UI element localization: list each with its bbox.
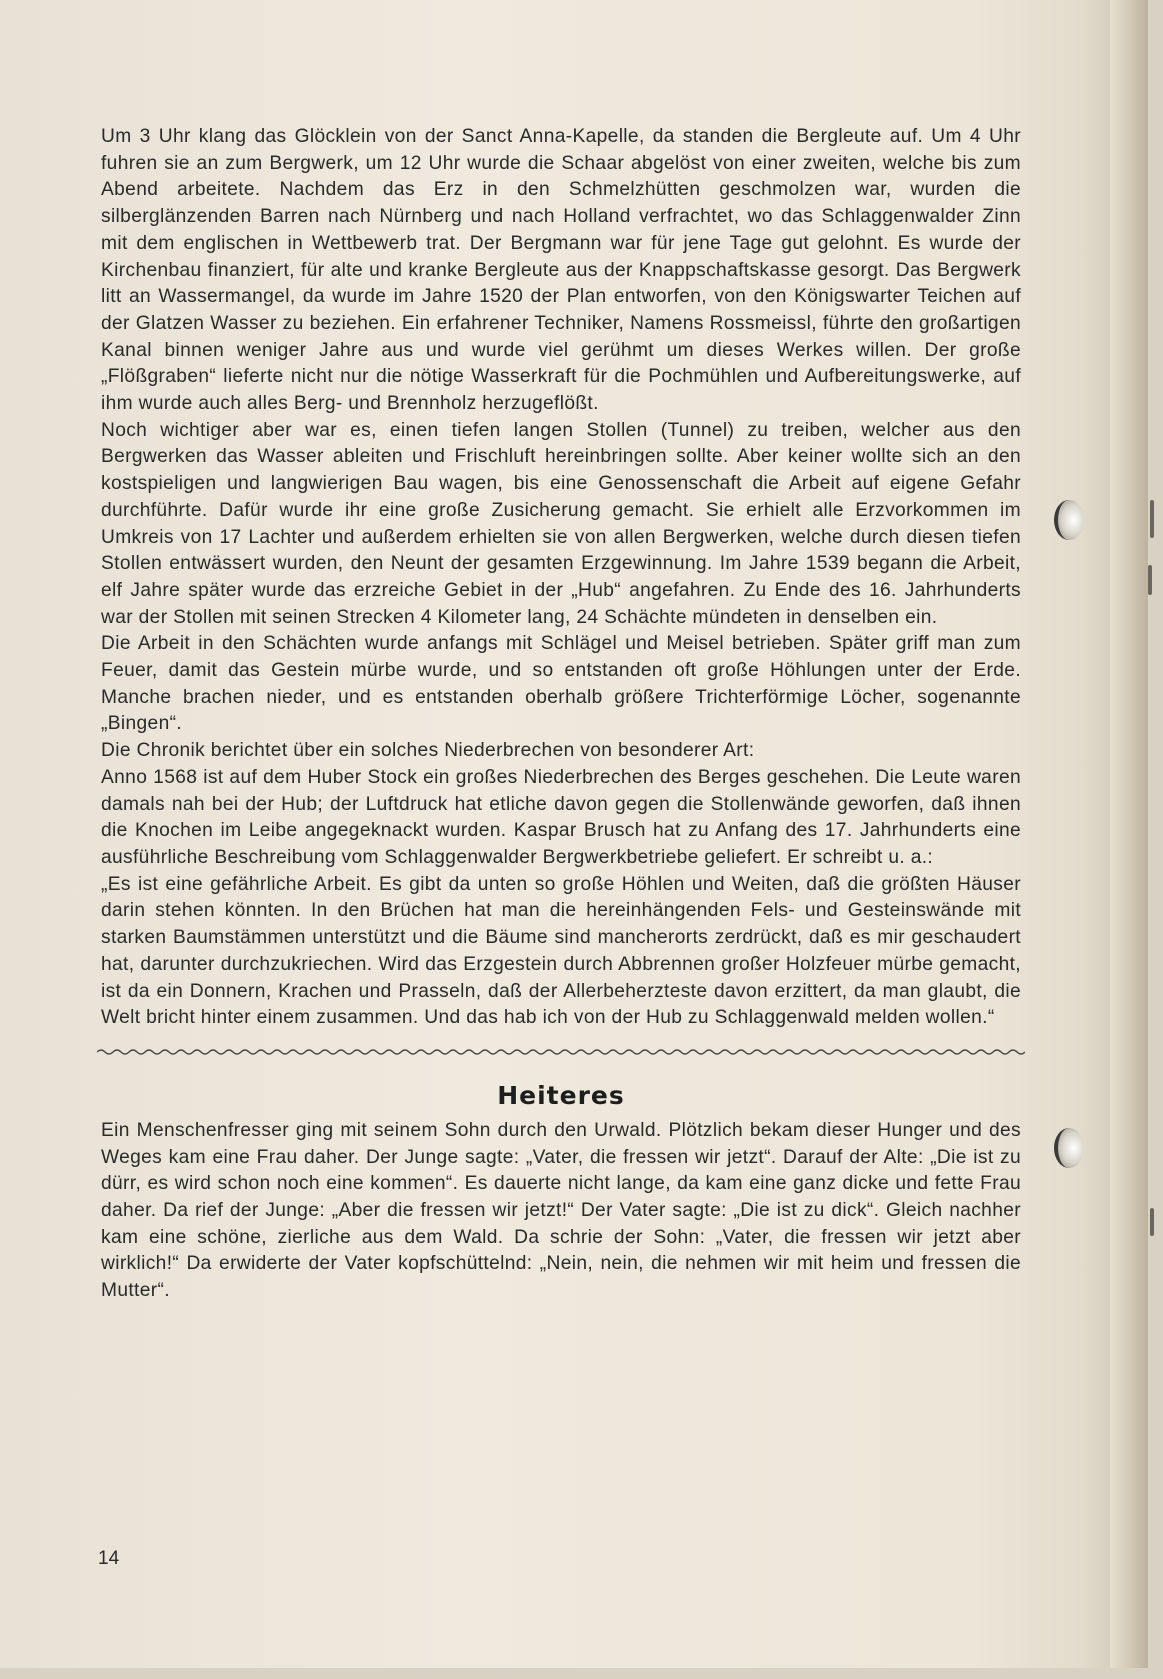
- page-edge-mark: [1150, 500, 1154, 538]
- wavy-divider: [97, 1046, 1025, 1058]
- joke-paragraph: Ein Menschenfresser ging mit seinem Sohn durch den Urwald. Plötzlich bekam dieser Hunger und des Weges kam eine Frau daher. Der Junge sagte: „Vater, die fressen wir jetzt“. Darauf der Alte: „Die ist zu dürr, es wird schon noch eine kommen“. Es dauerte nicht lange, da kam eine ganz dicke und fette Frau daher. Da rief der Junge: „Aber die fressen wir jetzt!“ Der Vater sagte: „Die ist zu dick“. Gleich nachher kam eine schöne, zierliche aus dem Wald. Da schrie der Sohn: „Vater, die fressen wir jetzt aber wirklich!“ Da erwiderte der Vater kopfschüttelnd: „Nein, nein, die nehmen wir mit heim und fressen die Mutter“.: [101, 1119, 1021, 1302]
- article-paragraph: Anno 1568 ist auf dem Huber Stock ein großes Niederbrechen des Berges geschehen. Die Leute waren damals nah bei der Hub; der Luftdruck hat etliche davon gegen die Stollenwände geworfen, daß ihnen die Knochen im Leibe angegeknackt wurden. Kaspar Brusch hat zu Anfang des 17. Jahrhunderts eine ausführliche Beschreibung vom Schlaggenwalder Bergwerkbetriebe geliefert. Er schreibt u. a.:: [101, 766, 1021, 868]
- article-paragraph: Die Arbeit in den Schächten wurde anfangs mit Schlägel und Meisel betrieben. Später griff man zum Feuer, damit das Gestein mürbe wurde, und so entstanden oft große Höhlungen unter der Erde. Manche brachen nieder, und es entstanden oberhalb größere Trichterförmige Löcher, sogenannte „Bingen“.: [101, 633, 1021, 735]
- page-content: [101, 124, 1021, 1305]
- punch-hole: [1054, 500, 1084, 540]
- page-edge-mark: [1150, 1208, 1154, 1236]
- page-edge-mark: [1148, 565, 1152, 595]
- chronicle-quote: „Es ist eine gefährliche Arbeit. Es gibt da unten so große Höhlen und Weiten, daß die größten Häuser darin stehen könnten. In den Brüchen hat man die hereinhängenden Fels- und Gesteinswände mit starken Baumstämmen unterstützt und die Bäume sind mancherorts zerdrückt, daß es mir geschaudert hat, darunter durchzukriechen. Wird das Erzgestein durch Abbrennen großer Holzfeuer mürbe gemacht, ist da ein Donnern, Krachen und Prasseln, daß der Allerbeherzteste davon erzittert, da man glaubt, die Welt bricht hinter einem zusammen. Und das hab ich von der Hub zu Schlaggenwald melden wollen.“: [101, 873, 1021, 1029]
- article-paragraph: Um 3 Uhr klang das Glöcklein von der Sanct Anna-Kapelle, da standen die Bergleute auf. Um 4 Uhr fuhren sie an zum Bergwerk, um 12 Uhr wurde die Schaar abgelöst von einer zweiten, welche bis zum Abend arbeitete. Nachdem das Erz in den Schmelzhütten geschmolzen war, wurden die silberglänzenden Barren nach Nürnberg und nach Holland verfrachtet, wo das Schlaggenwalder Zinn mit dem englischen in Wettbewerb trat. Der Bergmann war für jene Tage gut gelohnt. Es wurde der Kirchenbau finanziert, für alte und kranke Bergleute aus der Knappschaftskasse gesorgt. Das Bergwerk litt an Wassermangel, da wurde im Jahre 1520 der Plan entworfen, von den Königswarter Teichen auf der Glatzen Wasser zu beziehen. Ein erfahrener Techniker, Namens Rossmeissl, führte den großartigen Kanal binnen weniger Jahre aus und wurde viel gerühmt um dieses Werkes willen. Der große „Flößgraben“ lieferte nicht nur die nötige Wasserkraft für die Pochmühlen und Aufbereitungswerke, auf ihm wurde auch alles Berg- und Brennholz herzugeflößt.: [101, 126, 1021, 415]
- page-spine-shadow: [1110, 0, 1148, 1668]
- page-number: 14: [98, 1548, 120, 1569]
- section-heading: Heiteres: [497, 1080, 625, 1110]
- punch-hole: [1054, 1128, 1084, 1168]
- article-paragraph: Die Chronik berichtet über ein solches Niederbrechen von besonderer Art:: [101, 740, 755, 762]
- article-paragraph: Noch wichtiger aber war es, einen tiefen langen Stollen (Tunnel) zu treiben, welcher aus den Bergwerken das Wasser ableiten und Frischluft hereinbringen sollte. Aber keiner wollte sich an den kostspieligen und langwierigen Bau wagen, bis eine Genossenschaft die Arbeit auf eigene Gefahr durchführte. Dafür wurde ihr eine große Zusicherung gemacht. Sie erhielt alle Erzvorkommen im Umkreis von 17 Lachter und außerdem erhielten sie von allen Bergwerken, welche durch diesen tiefen Stollen entwässert wurden, den Neunt der gesamten Erzgewinnung. Im Jahre 1539 begann die Arbeit, elf Jahre später wurde das erzreiche Gebiet in der „Hub“ angefahren. Zu Ende des 16. Jahrhunderts war der Stollen mit seinen Strecken 4 Kilometer lang, 24 Schächte mündeten in denselben ein.: [101, 419, 1021, 628]
